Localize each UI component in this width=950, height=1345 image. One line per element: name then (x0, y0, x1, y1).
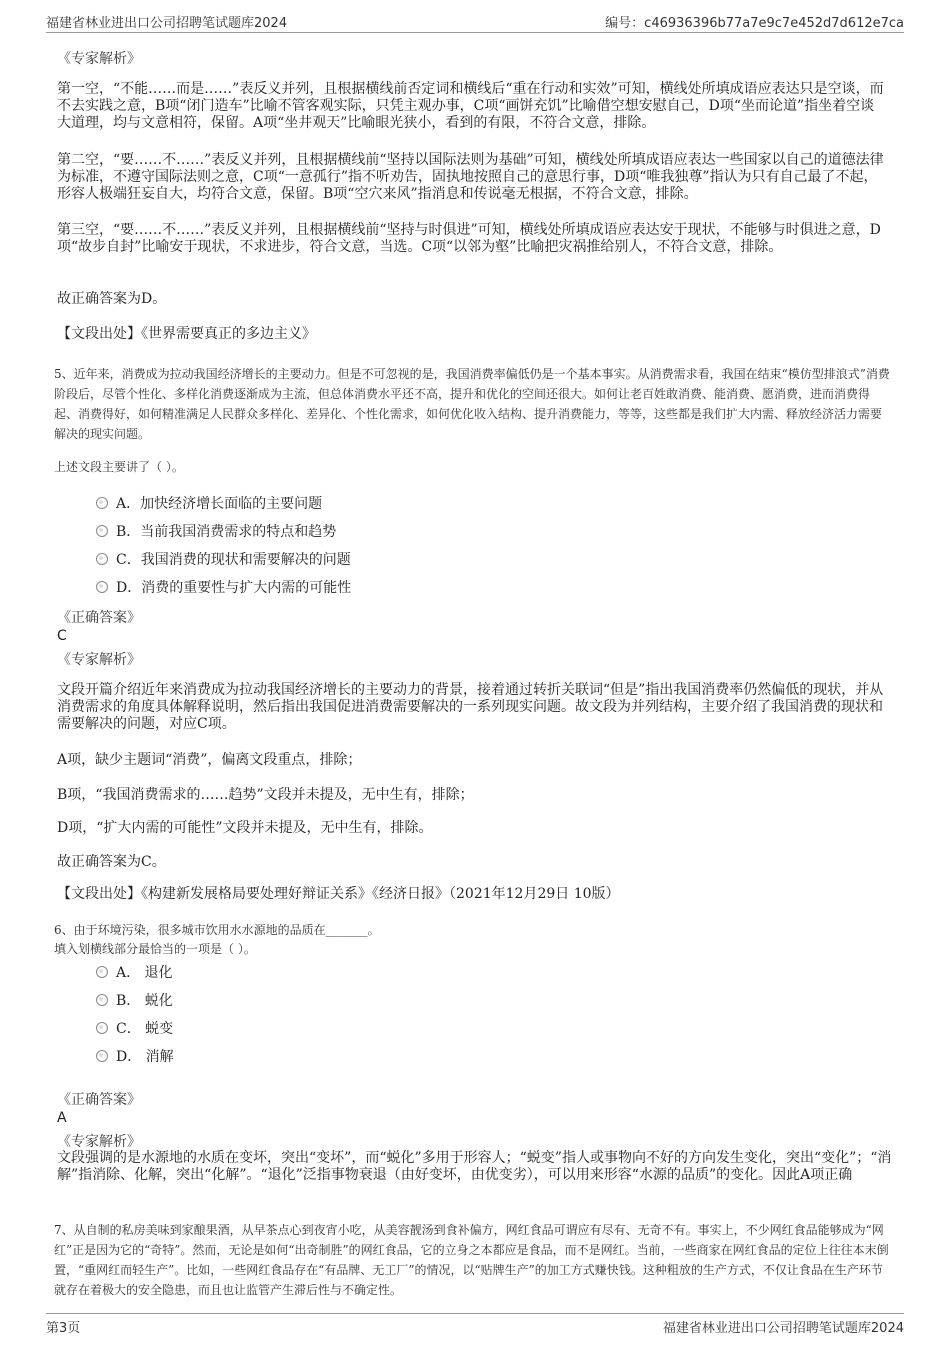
q6-stem: 6、由于环境污染，很多城市饮用水水源地的品质在_______。 (54, 923, 380, 937)
q6-answer-label: 《正确答案》 (57, 1092, 141, 1108)
q5-analysis-p1: 文段开篇介绍近年来消费成为拉动我国经济增长的主要动力的背景，接着通过转折关联词“但是”指出我国消费率仍然偏低的现状，并从消费需求的角度具体解释说明，然后指出我国促进消费需要解决的一系列现实问题。故文段为并列结构，主要介绍了我国消费的现状和需要解决的问题，对应C项。 (57, 682, 884, 732)
q6-answer: A (57, 1110, 67, 1126)
q5-option-c[interactable] (96, 550, 351, 570)
footer-title: 福建省林业进出口公司招聘笔试题库2024 (662, 1321, 904, 1336)
radio-icon[interactable] (96, 581, 108, 593)
q4-analysis-p3: 第三空，“要……不……”表反义并列，且根据横线前“坚持与时俱进”可知，横线处所填成语应表达安于现状，不能够与时俱进之意，D项“故步自封”比喻安于现状，不求进步，符合文意，当选。C项“以邻为壑”比喻把灾祸推给别人，不符合文意，排除。 (57, 222, 881, 255)
q7-stem: 7、从自制的私房美味到家酿果酒，从早茶点心到夜宵小吃，从美容靓汤到食补偏方，网红食品可谓应有尽有、无奇不有。事实上，不少网红食品能够成为“网红”正是因为它的“奇特”。然而，无论是如何“出奇制胜”的网红食品，它的立身之本都应是食品，而不是网红。当前，一些商家在网红食品的定位上往往本末倒置，“重网红而轻生产”。比如，一些网红食品存在“有品牌、无工厂”的情况，以“贴牌生产”的加工方式赚快钱。这种粗放的生产方式，不仅让食品在生产环节就存在着极大的安全隐患，而且也让监管产生滞后性与不确定性。 (54, 1223, 889, 1297)
q5-analysis-p4: D项，“扩大内需的可能性”文段并未提及，无中生有，排除。 (57, 820, 433, 836)
option-label: A．加快经济增长面临的主要问题 (116, 496, 323, 512)
q5-stem: 5、近年来，消费成为拉动我国经济增长的主要动力。但是不可忽视的是，我国消费率偏低仍是一个基本事实。从消费需求看，我国在结束“模仿型排浪式”消费阶段后，尽管个性化、多样化消费逐渐成为主流，但总体消费水平还不高，提升和优化的空间还很大。如何让老百姓敢消费、能消费、愿消费，进而消费得起、消费得好，如何精准满足人民群众多样化、差异化、个性化需求，如何优化收入结构、提升消费能力，等等，这些都是我们扩大内需、释放经济活力需要解决的现实问题。 (54, 367, 890, 441)
q4-analysis-label: 《专家解析》 (57, 51, 141, 67)
radio-icon[interactable] (96, 966, 108, 978)
q6-option-b[interactable] (96, 991, 173, 1011)
q5-analysis-p3: B项，“我国消费需求的……趋势”文段并未提及，无中生有，排除； (57, 787, 474, 803)
radio-icon[interactable] (96, 553, 108, 565)
q6-option-d[interactable] (96, 1047, 174, 1067)
radio-icon[interactable] (96, 1022, 108, 1034)
q6-analysis-label: 《专家解析》 (57, 1134, 141, 1150)
q6-question: 填入划横线部分最恰当的一项是（ ）。 (54, 942, 256, 956)
page-number: 第3页 (46, 1321, 81, 1336)
option-label: D．消费的重要性与扩大内需的可能性 (116, 580, 352, 596)
q5-answer: C (57, 628, 67, 644)
q5-option-a[interactable] (96, 494, 322, 514)
q6-option-a[interactable] (96, 963, 173, 983)
q4-source: 【文段出处】《世界需要真正的多边主义》 (57, 326, 316, 342)
option-label: D． 消解 (116, 1049, 174, 1065)
header-title: 福建省林业进出口公司招聘笔试题库2024 (46, 16, 288, 31)
q5-conclusion: 故正确答案为C。 (57, 854, 166, 870)
radio-icon[interactable] (96, 994, 108, 1006)
option-label: A． 退化 (116, 965, 173, 981)
radio-icon[interactable] (96, 525, 108, 537)
q5-source: 【文段出处】《构建新发展格局要处理好辩证关系》《经济日报》（2021年12月29日 10版） (57, 886, 620, 902)
option-label: C． 蜕变 (116, 1021, 174, 1037)
document-id: 编号：c46936396b77a7e9c7e452d7d612e7ca (605, 16, 904, 31)
option-label: C．我国消费的现状和需要解决的问题 (116, 552, 351, 568)
q5-option-b[interactable] (96, 522, 336, 542)
q6-analysis: 文段强调的是水源地的水质在变坏，突出“变坏”，而“蜕化”多用于形容人；“蜕变”指人或事物向不好的方向发生变化，突出“变化”；“消解”指消除、化解，突出“化解”。“退化”泛指事物衰退（由好变坏，由优变劣），可以用来形容“水源的品质”的变化。因此A项正确 (57, 1150, 892, 1183)
q4-analysis-p2: 第二空，“要……不……”表反义并列，且根据横线前“坚持以国际法则为基础”可知，横线处所填成语应表达一些国家以自己的道德法律为标准，不遵守国际法则之意，C项“一意孤行”指不听劝告，固执地按照自己的意思行事，D项“唯我独尊”指认为只有自己最了不起，形容人极端狂妄自大，均符合文意，保留。B项“空穴来风”指消息和传说毫无根据，不符合文意，排除。 (57, 152, 884, 202)
q5-analysis-p2: A项，缺少主题词“消费”，偏离文段重点，排除； (57, 752, 362, 768)
q6-option-c[interactable] (96, 1019, 173, 1039)
q5-answer-label: 《正确答案》 (57, 610, 141, 626)
option-label: B．当前我国消费需求的特点和趋势 (116, 524, 337, 540)
q4-analysis-p1: 第一空，“不能……而是……”表反义并列，且根据横线前否定词和横线后“重在行动和实效”可知，横线处所填成语应表达只是空谈，而不去实践之意，B项“闭门造车”比喻不管客观实际，只凭主观办事，C项“画饼充饥”比喻借空想安慰自己，D项“坐而论道”指坐着空谈大道理，均与文意相符，保留。A项“坐井观天”比喻眼光狭小，看到的有限，不符合文意，排除。 (57, 81, 884, 131)
radio-icon[interactable] (96, 497, 108, 509)
q5-question: 上述文段主要讲了（ ）。 (54, 460, 184, 474)
q5-option-d[interactable] (96, 578, 351, 598)
q5-analysis-label: 《专家解析》 (57, 652, 141, 668)
page-footer (46, 1313, 904, 1336)
radio-icon[interactable] (96, 1050, 108, 1062)
q4-conclusion: 故正确答案为D。 (57, 291, 167, 307)
option-label: B． 蜕化 (116, 993, 173, 1009)
page-header (46, 12, 904, 33)
